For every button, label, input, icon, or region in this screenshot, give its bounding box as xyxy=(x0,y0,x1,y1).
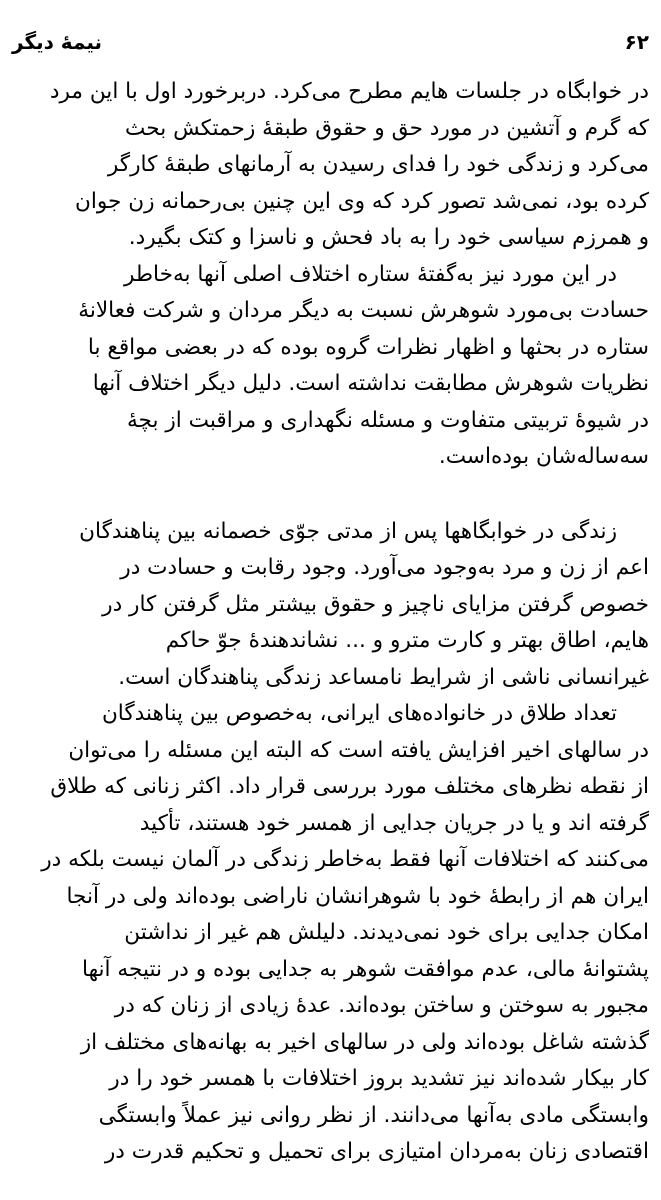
text-line: کرده بود، نمی‌شد تصور کرد که وی این چنین بی‌رحمانه زن جوان xyxy=(75,188,649,214)
paragraph-2 xyxy=(12,257,649,476)
body-text xyxy=(12,74,649,1171)
text-line: اعم از زن و مرد به‌وجود می‌آورد. وجود رقابت و حسادت در xyxy=(120,555,649,580)
text-line: ستاره در بحثها و اظهار نظرات گروه بوده که در بعضی مواقع با xyxy=(87,334,649,360)
text-line: در این مورد نیز به‌گفتهٔ ستاره اختلاف اصلی آنها به‌خاطر xyxy=(123,261,617,287)
text-line: وابستگی مادی به‌آنها می‌دانند. از نظر روانی نیز عملاً وابستگی xyxy=(98,1102,649,1128)
text-line: هایم، اطاق بهتر و کارت مترو و ... نشاندهندهٔ جوّ حاکم xyxy=(165,628,649,653)
text-line: امکان جدایی برای خود نمی‌دیدند. دلیلش هم غیر از نداشتن xyxy=(124,920,649,945)
text-line: در خوابگاه در جلسات هایم مطرح می‌کرد. دربرخورد اول با این مرد xyxy=(49,79,649,104)
text-line: گذشته شاغل بوده‌اند ولی در سالهای اخیر به بهانه‌های مختلف از xyxy=(80,1029,649,1055)
text-line: غیرانسانی ناشی از شرایط نامساعد زندگی پناهندگان است. xyxy=(118,664,649,690)
text-line: در سالهای اخیر افزایش یافته است که البته این مسئله را می‌توان xyxy=(68,737,649,763)
running-head xyxy=(12,22,649,62)
text-line: از نقطه نظرهای مختلف مورد بررسی قرار داد. اکثر زنانی که طلاق xyxy=(50,774,649,799)
text-line: پشتوانهٔ مالی، عدم موافقت شوهر به جدایی بوده و در نتیجه آنها xyxy=(82,956,649,982)
text-line: تعداد طلاق در خانواده‌های ایرانی، به‌خصوص بین پناهندگان xyxy=(101,701,617,726)
paragraph-3 xyxy=(12,514,649,697)
text-line: خصوص گرفتن مزایای ناچیز و حقوق بیشتر مثل گرفتن کار در xyxy=(102,591,649,617)
text-line: مجبور به سوختن و ساختن بوده‌اند. عدهٔ زیادی از زنان که در xyxy=(114,993,649,1018)
paragraph-4 xyxy=(12,696,649,1171)
section-gap xyxy=(12,476,649,514)
text-line: گرفته اند و یا در جریان جدایی از همسر خود هستند، تأکید xyxy=(139,810,649,836)
text-line: نظریات شوهرش مطابقت نداشته است. دلیل دیگر اختلاف آنها xyxy=(92,371,649,396)
text-line: و همرزم سیاسی خود را به باد فحش و ناسزا و کتک بگیرد. xyxy=(128,225,649,250)
page-number: ۶۲ xyxy=(624,30,649,54)
paragraph-1 xyxy=(12,74,649,257)
text-line: زندگی در خوابگاهها پس از مدتی جوّی خصمانه بین پناهندگان xyxy=(79,518,617,544)
text-line: که گرم و آتشین در مورد حق و حقوق طبقهٔ زحمتکش بحث xyxy=(125,115,649,141)
text-line: ایران هم از رابطهٔ خود با شوهرانشان ناراضی بوده‌اند ولی در آنجا xyxy=(66,883,649,909)
text-line: اقتصادی زنان به‌مردان امتیازی برای تحمیل و تحکیم قدرت در xyxy=(104,1139,649,1164)
text-line: حسادت بی‌مورد شوهرش نسبت به دیگر مردان و شرکت فعالانهٔ xyxy=(78,298,649,323)
text-line: می‌کنند که اختلافات آنها فقط به‌خاطر زندگی در آلمان نیست بلکه در xyxy=(41,847,649,872)
book-title: نیمهٔ دیگر xyxy=(12,30,103,54)
text-line: کار بیکار شده‌اند نیز تشدید بروز اختلافات با همسر خود را در xyxy=(109,1066,649,1091)
text-line: می‌کرد و زندگی خود را فدای رسیدن به آرمانهای طبقهٔ کارگر xyxy=(107,152,649,177)
text-line: سه‌ساله‌شان بوده‌است. xyxy=(438,444,649,469)
text-line: در شیوهٔ تربیتی متفاوت و مسئله نگهداری و مراقبت از بچهٔ xyxy=(126,407,649,433)
